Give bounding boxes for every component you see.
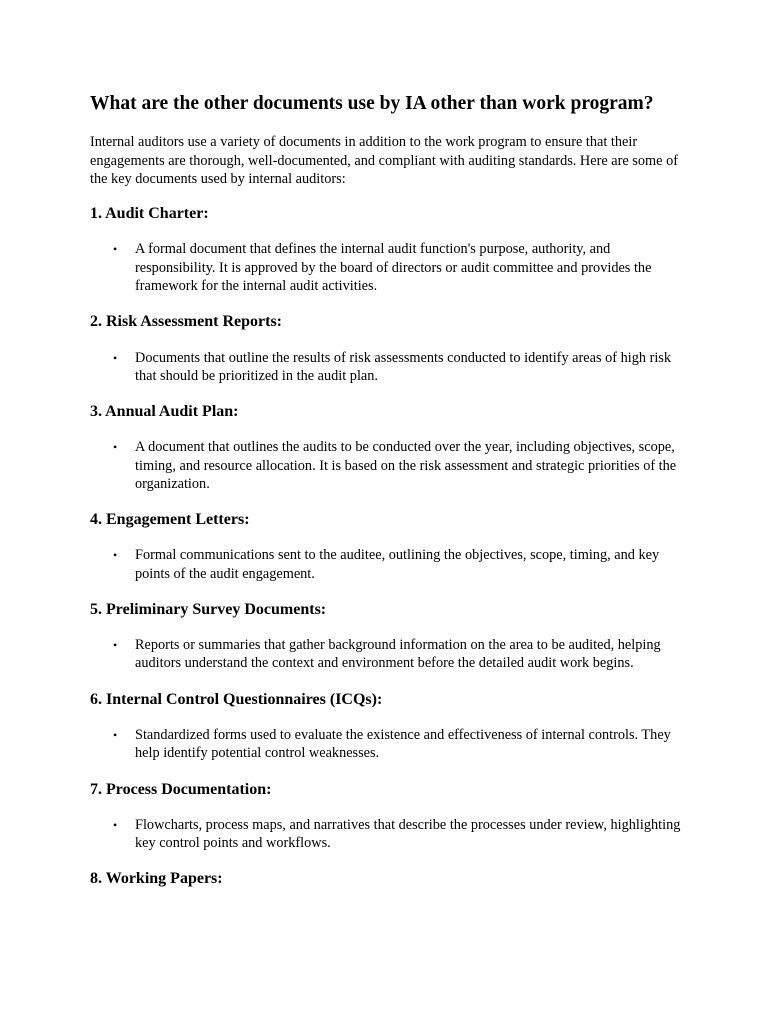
section-heading: 8. Working Papers: [90,870,223,888]
bullet-item [90,240,684,295]
bullet-point-icon: • [113,440,118,455]
document-section [90,600,684,673]
bullet-list [90,546,684,583]
section-heading: 3. Annual Audit Plan: [90,403,239,421]
document-section [90,690,684,763]
bullet-list [90,240,684,295]
bullet-item [90,438,684,493]
bullet-item [90,349,684,386]
bullet-list [90,438,684,493]
sections-container [90,204,684,888]
bullet-item [90,546,684,583]
bullet-point-icon: • [113,242,118,257]
bullet-item [90,726,684,763]
document-section [90,869,684,888]
bullet-point-icon: • [113,350,118,365]
bullet-list [90,636,684,673]
section-heading: 1. Audit Charter: [90,205,209,223]
section-heading: 2. Risk Assessment Reports: [90,313,282,331]
bullet-text: A document that outlines the audits to be conducted over the year, including objectives, scope, timing, and resource allocation. It is based on the risk assessment and strategic priorities of the organization. [135,439,677,492]
intro-paragraph: Internal auditors use a variety of documents in addition to the work program to ensure that their engagements are thorough, well-documented, and compliant with auditing standards. Here are some of the key documents used by internal auditors: [90,134,678,187]
document-section [90,204,684,295]
document-section [90,312,684,385]
bullet-text: A formal document that defines the internal audit function's purpose, authority, and responsibility. It is approved by the board of directors or audit committee and provides the framework for the internal audit activities. [135,241,652,295]
bullet-item [90,636,684,673]
document-title: What are the other documents use by IA other than work program? [90,93,654,114]
document-section [90,510,684,583]
bullet-text: Documents that outline the results of risk assessments conducted to identify areas of high risk that should be prioritized in the audit plan. [135,349,672,384]
section-heading: 7. Process Documentation: [90,780,272,798]
bullet-text: Standardized forms used to evaluate the existence and effectiveness of internal controls. They help identify potential control weaknesses. [135,726,671,762]
bullet-list [90,726,684,763]
section-heading: 5. Preliminary Survey Documents: [90,600,327,618]
section-heading: 6. Internal Control Questionnaires (ICQs): [90,690,383,708]
bullet-point-icon: • [113,548,118,563]
bullet-list [90,349,684,386]
section-heading: 4. Engagement Letters: [90,511,250,529]
bullet-point-icon: • [113,727,118,742]
bullet-text: Formal communications sent to the auditee, outlining the objectives, scope, timing, and key points of the audit engagement. [135,547,660,582]
document-section [90,402,684,493]
bullet-text: Flowcharts, process maps, and narratives that describe the processes under review, highlighting key control points and workflows. [135,816,681,852]
document-section [90,780,684,853]
bullet-text: Reports or summaries that gather background information on the area to be audited, helping auditors understand the context and environment before the detailed audit work begins. [135,637,661,672]
bullet-point-icon: • [113,638,118,653]
bullet-point-icon: • [113,817,118,832]
bullet-item [90,816,684,853]
bullet-list [90,816,684,853]
